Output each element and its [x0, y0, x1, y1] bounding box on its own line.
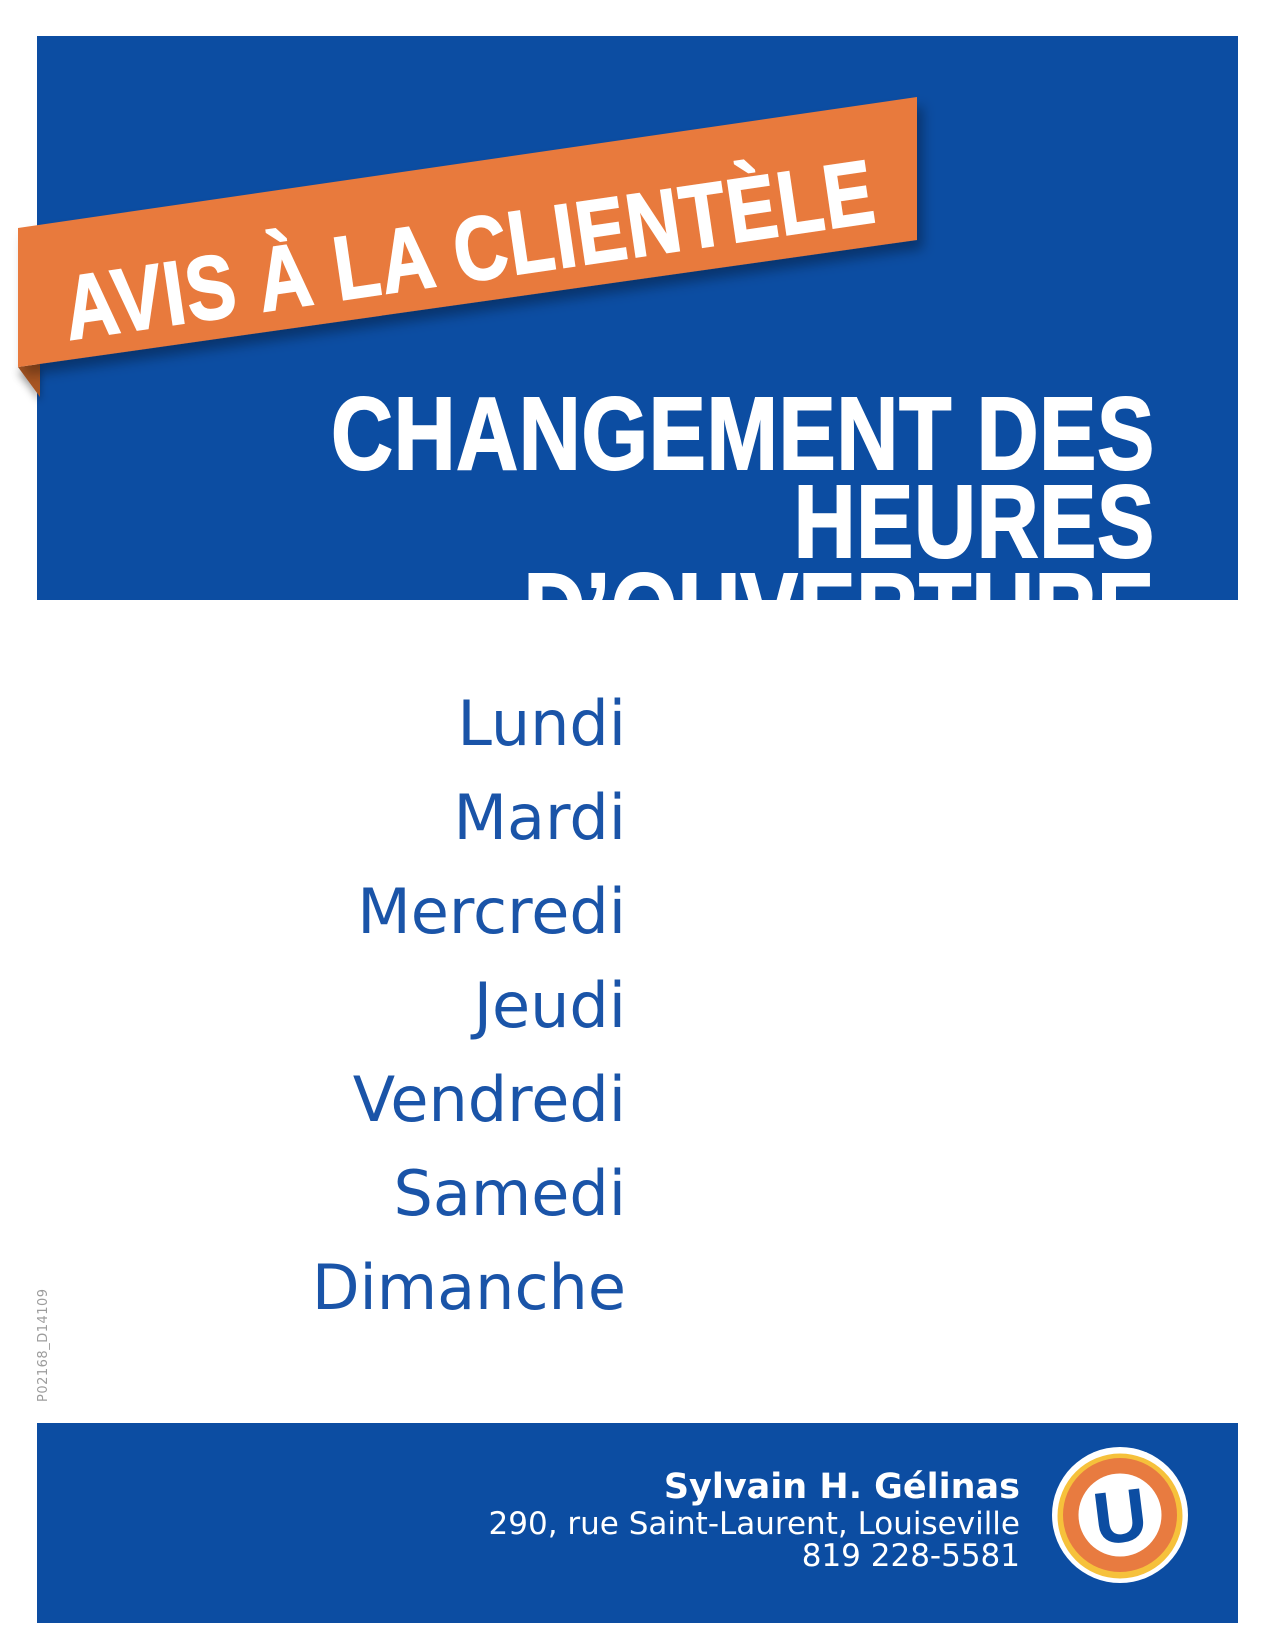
- day-mercredi: Mercredi: [357, 875, 626, 948]
- ribbon-fold: [18, 364, 40, 397]
- ribbon-label: AVIS À LA CLIENTÈLE: [57, 142, 882, 360]
- pharmacist-name: Sylvain H. Gélinas: [663, 1467, 1020, 1507]
- day-samedi: Samedi: [393, 1157, 626, 1230]
- day-dimanche: Dimanche: [311, 1251, 626, 1324]
- store-address: 290, rue Saint-Laurent, Louiseville: [488, 1506, 1020, 1542]
- title-line-1: CHANGEMENT DES: [331, 376, 1156, 491]
- days-list: [0, 677, 626, 1335]
- day-lundi: Lundi: [457, 687, 626, 760]
- day-mardi: Mardi: [453, 781, 626, 854]
- uniprix-logo: [1052, 1447, 1188, 1583]
- notice-ribbon: [0, 0, 960, 430]
- logo-u-letter: U: [1088, 1472, 1152, 1561]
- day-vendredi: Vendredi: [352, 1063, 626, 1136]
- store-phone: 819 228-5581: [801, 1538, 1020, 1574]
- day-jeudi: Jeudi: [473, 969, 626, 1042]
- title-line-2: HEURES D’OUVERTURE: [523, 464, 1155, 667]
- print-code: P02168_D14109: [36, 1288, 51, 1402]
